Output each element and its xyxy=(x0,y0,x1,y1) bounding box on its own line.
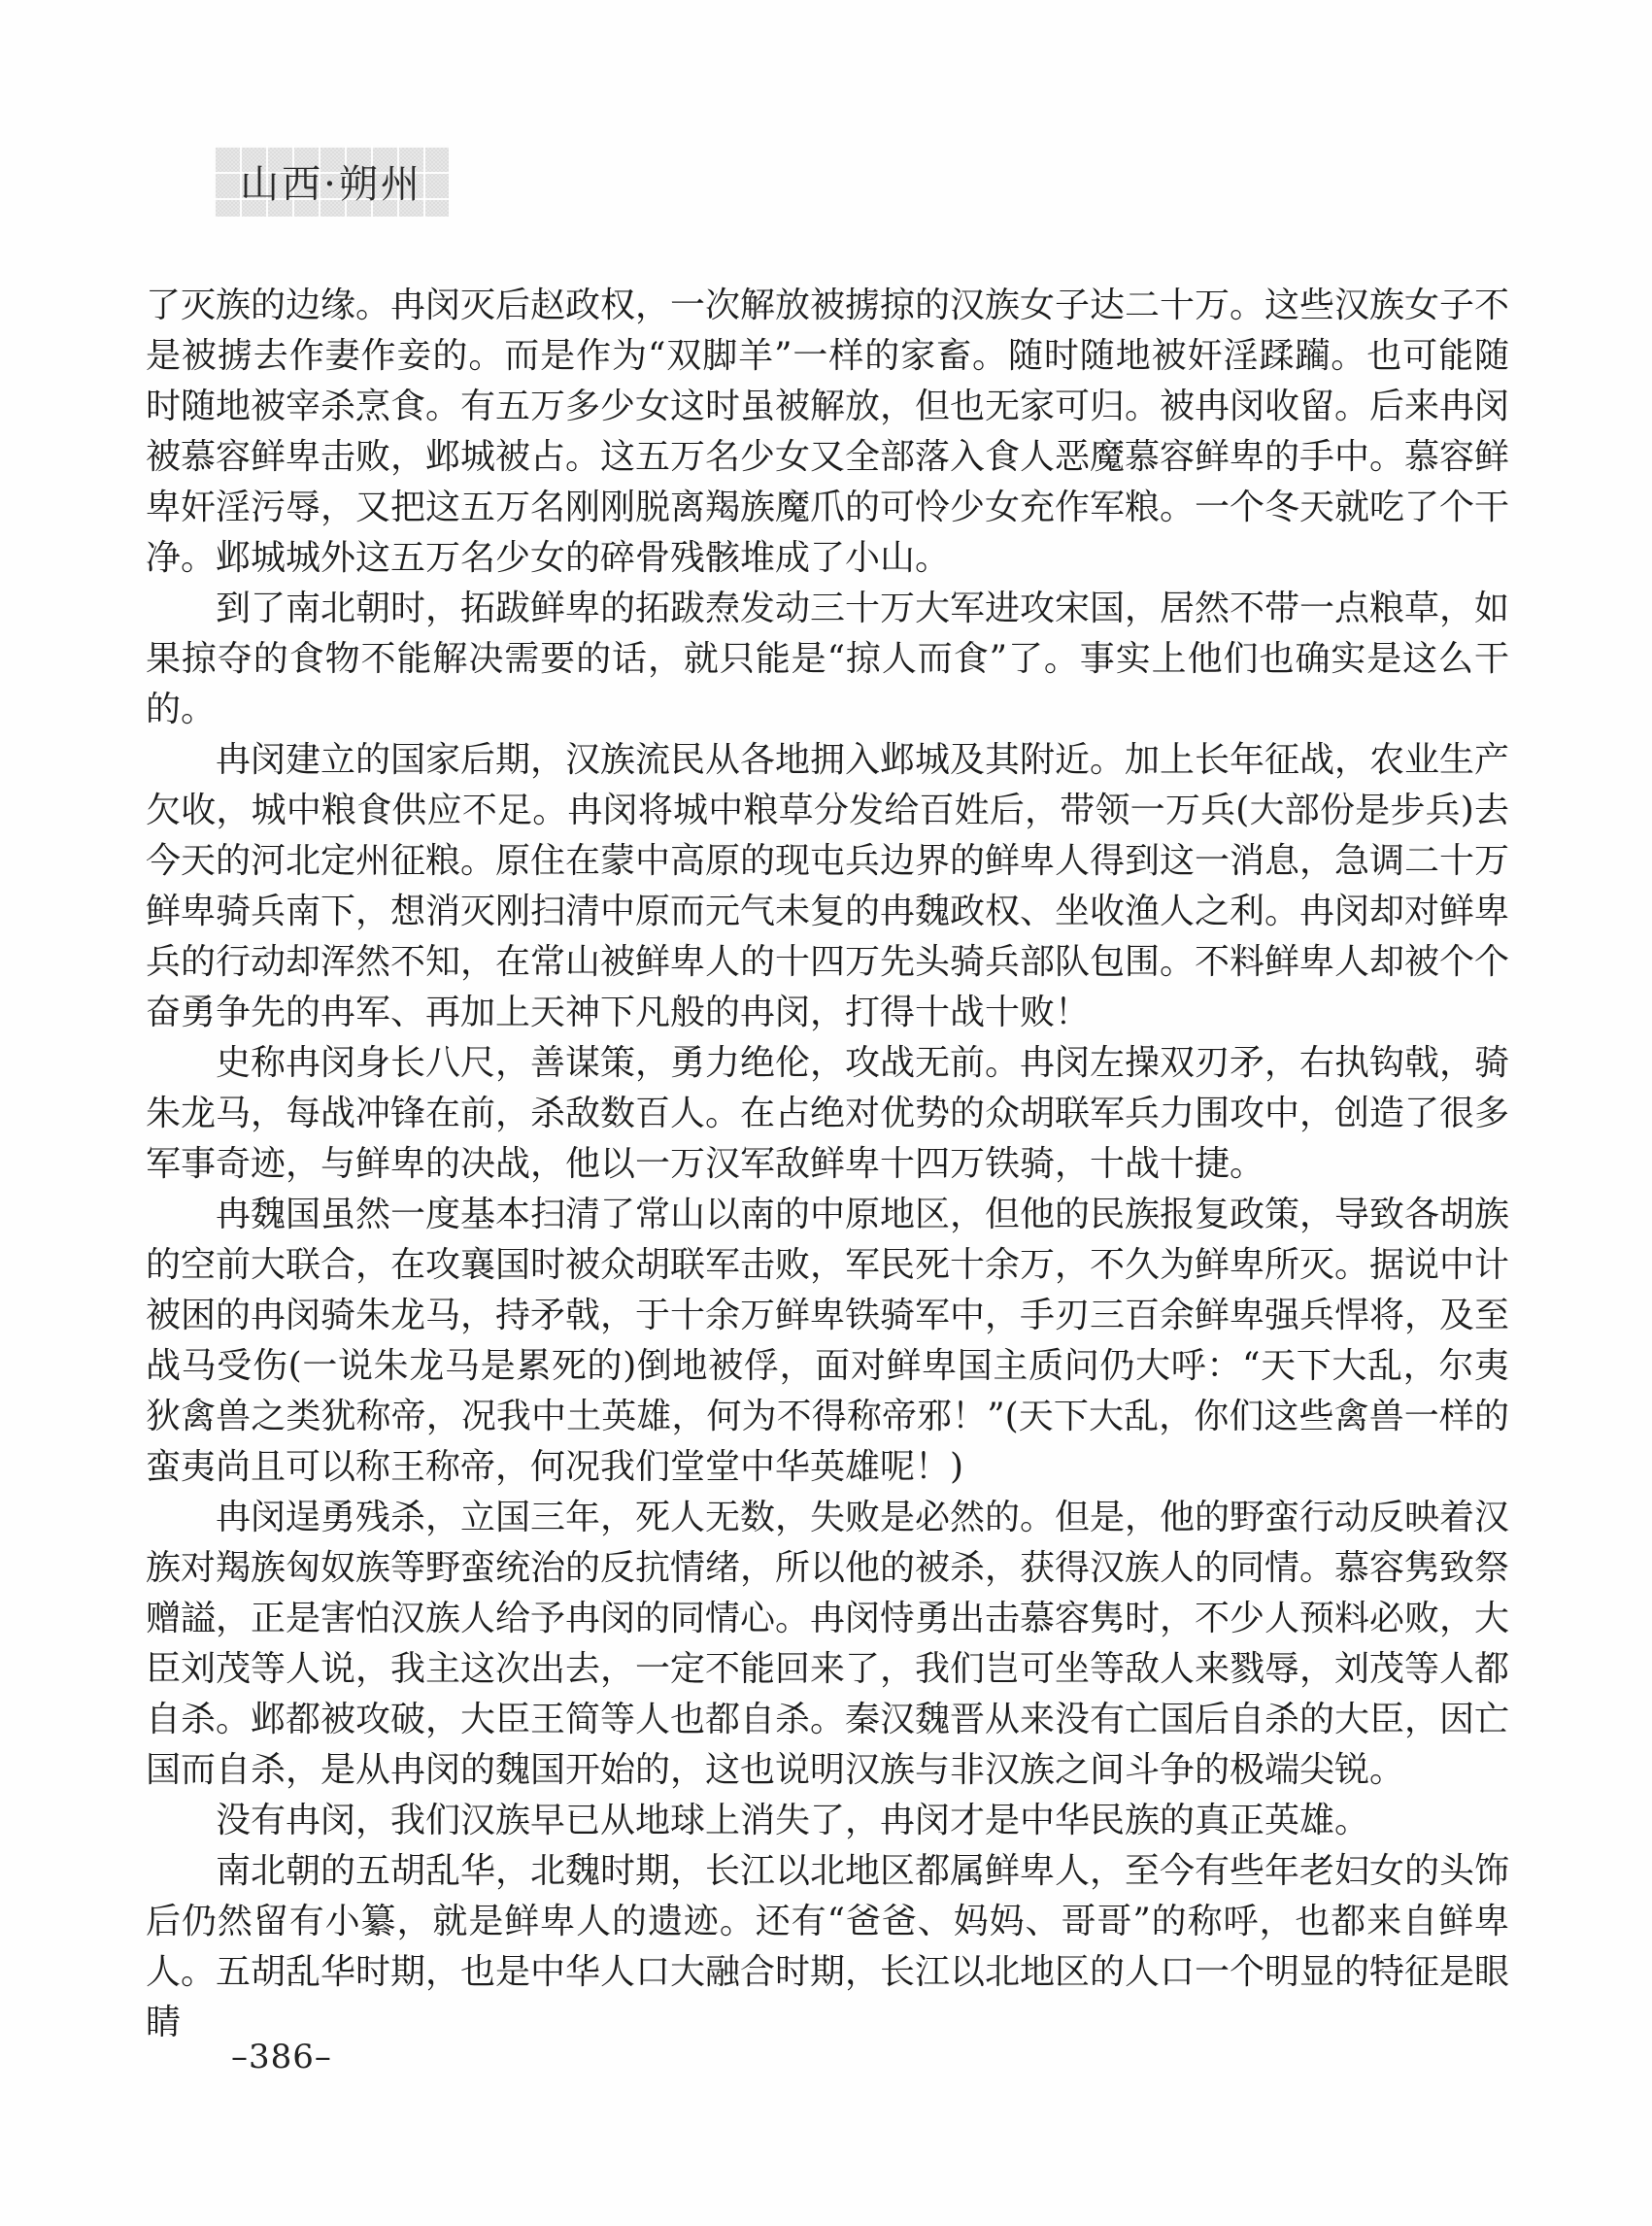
paragraph: 冉魏国虽然一度基本扫清了常山以南的中原地区，但他的民族报复政策，导致各胡族的空前大联合，在攻襄国时被众胡联军击败，军民死十余万，不久为鲜卑所灭。据说中计被困的冉闵骑朱龙马，持矛戟，于十余万鲜卑铁骑军中，手刃三百余鲜卑强兵悍将，及至战马受伤(一说朱龙马是累死的)倒地被俘，面对鲜卑国主质问仍大呼：“天下大乱，尔夷狄禽兽之类犹称帝，况我中土英雄，何为不得称帝邪！”(天下大乱，你们这些禽兽一样的蛮夷尚且可以称王称帝，何况我们堂堂中华英雄呢！) xyxy=(146,1195,1510,1487)
paragraph: 没有冉闵，我们汉族早已从地球上消失了，冉闵才是中华民族的真正英雄。 xyxy=(216,1801,1370,1840)
paragraph: 到了南北朝时，拓跋鲜卑的拓跋焘发动三十万大军进攻宋国，居然不带一点粮草，如果掠夺的食物不能解决需要的话，就只能是“掠人而食”了。事实上他们也确实是这么干的。 xyxy=(146,589,1510,729)
page-number: –386– xyxy=(231,2038,332,2076)
body-text xyxy=(146,281,1509,2048)
paragraph: 冉闵逞勇残杀，立国三年，死人无数，失败是必然的。但是，他的野蛮行动反映着汉族对羯族匈奴族等野蛮统治的反抗情绪，所以他的被杀，获得汉族人的同情。慕容隽致祭赠謚，正是害怕汉族人给予冉闵的同情心。冉闵恃勇出击慕容隽时，不少人预料必败，大臣刘茂等人说，我主这次出去，一定不能回来了，我们岂可坐等敌人来戮辱，刘茂等人都自杀。邺都被攻破，大臣王简等人也都自杀。秦汉魏晋从来没有亡国后自杀的大臣，因亡国而自杀，是从冉闵的魏国开始的，这也说明汉族与非汉族之间斗争的极端尖锐。 xyxy=(146,1498,1510,1790)
region-header-label: 山西·朔州 xyxy=(240,162,422,207)
paragraph: 冉闵建立的国家后期，汉族流民从各地拥入邺城及其附近。加上长年征战，农业生产欠收，城中粮食供应不足。冉闵将城中粮草分发给百姓后，带领一万兵(大部份是步兵)去今天的河北定州征粮。原住在蒙中高原的现屯兵边界的鲜卑人得到这一消息，急调二十万鲜卑骑兵南下，想消灭刚扫清中原而元气未复的冉魏政权、坐收渔人之利。冉闵却对鲜卑兵的行动却浑然不知，在常山被鲜卑人的十四万先头骑兵部队包围。不料鲜卑人却被个个奋勇争先的冉军、再加上天神下凡般的冉闵，打得十战十败！ xyxy=(146,740,1510,1032)
region-header-badge xyxy=(214,146,449,217)
paragraph: 南北朝的五胡乱华，北魏时期，长江以北地区都属鲜卑人，至今有些年老妇女的头饰后仍然留有小纂，就是鲜卑人的遗迹。还有“爸爸、妈妈、哥哥”的称呼，也都来自鲜卑人。五胡乱华时期，也是中华人口大融合时期，长江以北地区的人口一个明显的特征是眼睛 xyxy=(146,1851,1510,2042)
paragraph: 了灭族的边缘。冉闵灭后赵政权，一次解放被掳掠的汉族女子达二十万。这些汉族女子不是被掳去作妻作妾的。而是作为“双脚羊”一样的家畜。随时随地被奸淫蹂躏。也可能随时随地被宰杀烹食。有五万多少女这时虽被解放，但也无家可归。被冉闵收留。后来冉闵被慕容鲜卑击败，邺城被占。这五万名少女又全部落入食人恶魔慕容鲜卑的手中。慕容鲜卑奸淫污辱，又把这五万名刚刚脱离羯族魔爪的可怜少女充作军粮。一个冬天就吃了个干净。邺城城外这五万名少女的碎骨残骸堆成了小山。 xyxy=(146,286,1510,578)
paragraph: 史称冉闵身长八尺，善谋策，勇力绝伦，攻战无前。冉闵左操双刃矛，右执钩戟，骑朱龙马，每战冲锋在前，杀敌数百人。在占绝对优势的众胡联军兵力围攻中，创造了很多军事奇迹，与鲜卑的决战，他以一万汉军敌鲜卑十四万铁骑，十战十捷。 xyxy=(146,1043,1510,1184)
